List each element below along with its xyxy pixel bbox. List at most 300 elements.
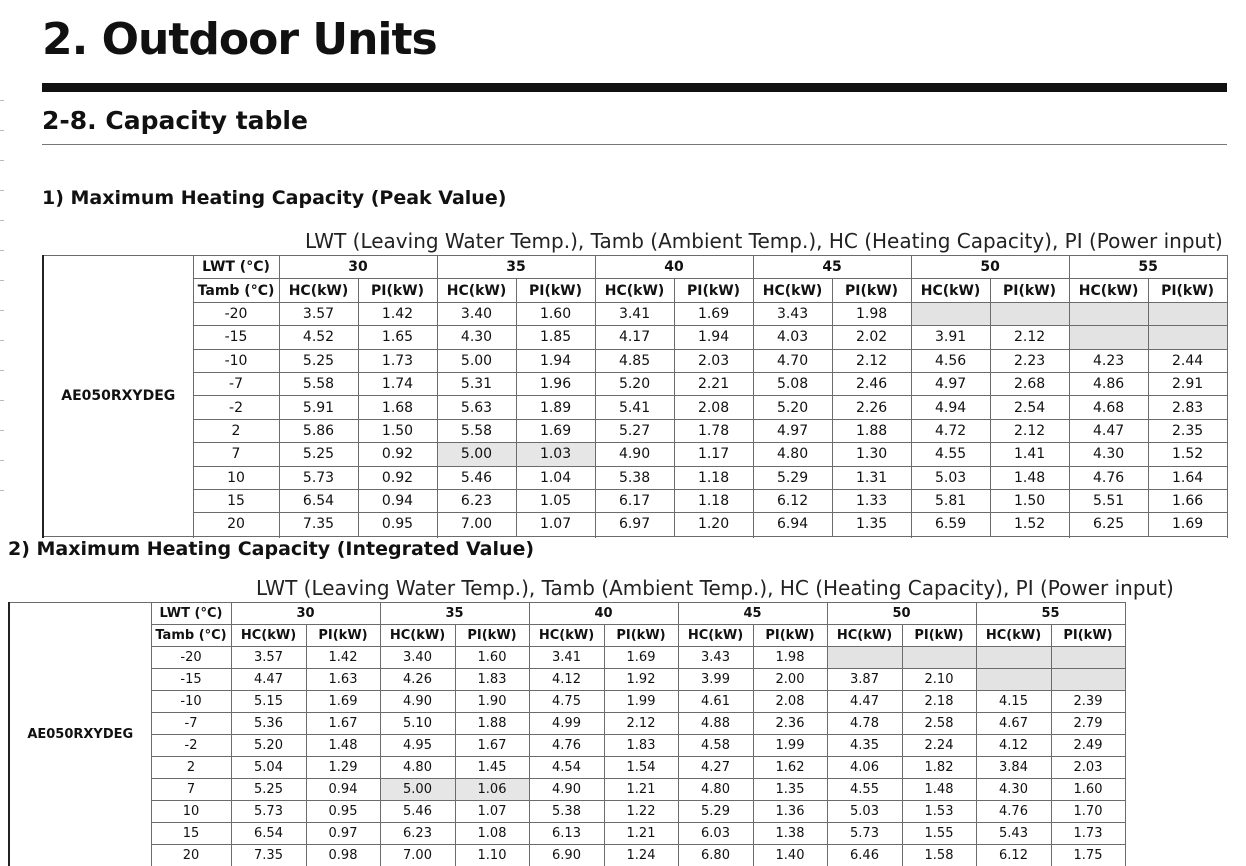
pi-value [990,302,1069,325]
tamb-value: 2 [193,419,279,442]
hc-value: 5.15 [231,691,306,713]
hc-header: HC(kW) [529,625,604,647]
hc-value: 5.51 [1069,489,1148,512]
hc-value: 4.61 [678,691,753,713]
pi-value: 1.94 [516,349,595,372]
table-row [43,326,1227,349]
pi-value: 1.92 [604,669,678,691]
pi-value: 1.52 [990,513,1069,536]
hc-value: 4.95 [380,735,455,757]
tamb-value: 7 [193,443,279,466]
pi-value: 1.83 [455,669,529,691]
pi-value: 2.44 [1148,349,1227,372]
next-lwt-value [595,536,753,538]
hc-value: 5.20 [753,396,832,419]
hc-value: 4.88 [678,713,753,735]
hc-value: 4.78 [827,713,902,735]
hc-value: 5.58 [437,419,516,442]
hc-value: 5.00 [437,443,516,466]
pi-value: 1.85 [516,326,595,349]
hc-value [1069,302,1148,325]
title-rule [42,83,1227,92]
pi-value: 2.03 [1051,757,1125,779]
lwt-value: 50 [827,603,976,625]
hc-value: 5.20 [595,372,674,395]
tamb-value: -10 [193,349,279,372]
pi-value: 0.94 [358,489,437,512]
column-header-row [43,279,1227,302]
hc-value: 3.91 [911,326,990,349]
hc-value: 4.67 [976,713,1051,735]
hc-value: 6.94 [753,513,832,536]
hc-value: 3.40 [437,302,516,325]
pi-value: 1.30 [832,443,911,466]
next-lwt-value [911,536,1069,538]
pi-value: 2.91 [1148,372,1227,395]
pi-value: 1.69 [516,419,595,442]
hc-value: 5.63 [437,396,516,419]
hc-value: 4.80 [380,757,455,779]
hc-header: HC(kW) [911,279,990,302]
pi-value: 2.12 [604,713,678,735]
section-subtitle: 2-8. Capacity table [42,106,308,135]
pi-value: 1.60 [455,647,529,669]
pi-value: 2.39 [1051,691,1125,713]
hc-value: 4.76 [1069,466,1148,489]
hc-value: 4.35 [827,735,902,757]
tamb-value: -15 [193,326,279,349]
hc-value: 5.29 [753,466,832,489]
hc-value: 4.76 [529,735,604,757]
hc-value: 5.73 [279,466,358,489]
tamb-value: -7 [193,372,279,395]
pi-value: 1.88 [832,419,911,442]
pi-value: 1.99 [604,691,678,713]
pi-value: 2.23 [990,349,1069,372]
pi-value: 1.22 [604,801,678,823]
hc-header: HC(kW) [678,625,753,647]
hc-value: 6.54 [231,823,306,845]
table-row [43,489,1227,512]
pi-value: 0.97 [306,823,380,845]
table-row [9,801,1125,823]
hc-value [976,647,1051,669]
pi-value: 2.79 [1051,713,1125,735]
lwt-value: 45 [753,256,911,279]
hc-value: 6.23 [380,823,455,845]
pi-value: 1.18 [674,489,753,512]
pi-value: 1.45 [455,757,529,779]
integrated-value-heading: 2) Maximum Heating Capacity (Integrated Value) [8,538,535,560]
hc-value: 4.85 [595,349,674,372]
pi-value: 2.26 [832,396,911,419]
pi-header: PI(kW) [832,279,911,302]
pi-value: 2.12 [832,349,911,372]
pi-value: 0.94 [306,779,380,801]
hc-value: 5.46 [380,801,455,823]
hc-value: 4.30 [437,326,516,349]
hc-value [1069,326,1148,349]
hc-value: 4.26 [380,669,455,691]
pi-value: 1.69 [604,647,678,669]
hc-value: 4.90 [595,443,674,466]
pi-value: 2.00 [753,669,827,691]
pi-value: 1.78 [674,419,753,442]
pi-value: 1.66 [1148,489,1227,512]
pi-value: 2.18 [902,691,976,713]
pi-value: 1.04 [516,466,595,489]
hc-header: HC(kW) [753,279,832,302]
hc-header: HC(kW) [976,625,1051,647]
hc-value: 3.57 [231,647,306,669]
lwt-value: 40 [595,256,753,279]
page-title: 2. Outdoor Units [42,14,437,65]
table-row [43,419,1227,442]
hc-value: 4.94 [911,396,990,419]
hc-value: 6.12 [976,845,1051,866]
hc-value: 4.17 [595,326,674,349]
pi-value: 1.21 [604,779,678,801]
hc-value: 5.73 [827,823,902,845]
pi-value: 2.03 [674,349,753,372]
lwt-value: 55 [1069,256,1227,279]
pi-value: 1.99 [753,735,827,757]
hc-value: 5.38 [529,801,604,823]
tamb-value: -2 [193,396,279,419]
pi-value: 1.73 [358,349,437,372]
pi-value: 1.82 [902,757,976,779]
tamb-value: 2 [151,757,231,779]
hc-header: HC(kW) [827,625,902,647]
hc-value: 4.54 [529,757,604,779]
tamb-value: 10 [193,466,279,489]
table-row [43,513,1227,536]
hc-value: 4.12 [529,669,604,691]
peak-value-table-wrapper [42,255,1232,538]
tamb-value: -20 [193,302,279,325]
pi-value: 2.08 [753,691,827,713]
pi-value: 2.58 [902,713,976,735]
integrated-capacity-table [8,602,1126,866]
pi-value: 2.68 [990,372,1069,395]
hc-value: 5.58 [279,372,358,395]
next-lwt-value [753,536,911,538]
pi-value: 1.74 [358,372,437,395]
pi-value: 0.92 [358,443,437,466]
pi-value: 1.40 [753,845,827,866]
peak-value-legend: LWT (Leaving Water Temp.), Tamb (Ambient Temp.), HC (Heating Capacity), PI (Power input) [305,229,1223,253]
hc-value: 4.70 [753,349,832,372]
pi-value: 1.29 [306,757,380,779]
hc-value: 4.90 [529,779,604,801]
pi-value: 1.31 [832,466,911,489]
table-row [43,443,1227,466]
pi-value: 1.38 [753,823,827,845]
pi-value: 1.89 [516,396,595,419]
pi-value: 1.05 [516,489,595,512]
pi-header: PI(kW) [516,279,595,302]
pi-value: 1.98 [753,647,827,669]
pi-header: PI(kW) [990,279,1069,302]
hc-value: 6.90 [529,845,604,866]
subtitle-rule [42,144,1227,145]
pi-value: 1.54 [604,757,678,779]
pi-value: 1.64 [1148,466,1227,489]
tamb-value: 20 [151,845,231,866]
tamb-label: Tamb (°C) [193,279,279,302]
tamb-value: 15 [193,489,279,512]
hc-value: 4.72 [911,419,990,442]
hc-header: HC(kW) [380,625,455,647]
hc-value: 5.25 [279,349,358,372]
pi-value: 1.67 [306,713,380,735]
pi-value: 1.69 [1148,513,1227,536]
pi-value: 1.88 [455,713,529,735]
tamb-value: -15 [151,669,231,691]
hc-value: 4.27 [678,757,753,779]
tamb-value: -10 [151,691,231,713]
pi-value: 2.36 [753,713,827,735]
lwt-value: 50 [911,256,1069,279]
pi-header: PI(kW) [455,625,529,647]
tamb-value: -20 [151,647,231,669]
hc-value: 4.86 [1069,372,1148,395]
pi-value: 1.42 [306,647,380,669]
hc-value: 6.25 [1069,513,1148,536]
hc-value: 3.43 [678,647,753,669]
hc-value: 4.23 [1069,349,1148,372]
pi-value: 1.60 [1051,779,1125,801]
tamb-label: Tamb (°C) [151,625,231,647]
hc-value: 4.56 [911,349,990,372]
pi-value: 1.98 [832,302,911,325]
hc-value: 7.35 [231,845,306,866]
pi-value: 1.17 [674,443,753,466]
table-row [43,349,1227,372]
pi-value: 1.68 [358,396,437,419]
hc-value: 4.90 [380,691,455,713]
pi-value: 1.60 [516,302,595,325]
pi-value: 1.94 [674,326,753,349]
hc-value: 4.52 [279,326,358,349]
hc-value: 4.80 [678,779,753,801]
pi-value: 1.42 [358,302,437,325]
pi-value: 1.41 [990,443,1069,466]
hc-value: 6.23 [437,489,516,512]
hc-value: 6.03 [678,823,753,845]
hc-value: 5.04 [231,757,306,779]
hc-value: 6.97 [595,513,674,536]
hc-value: 5.08 [753,372,832,395]
hc-value: 4.55 [827,779,902,801]
pi-value: 2.83 [1148,396,1227,419]
lwt-value: 45 [678,603,827,625]
hc-value: 5.86 [279,419,358,442]
hc-value: 3.41 [529,647,604,669]
pi-header: PI(kW) [902,625,976,647]
pi-value: 2.49 [1051,735,1125,757]
tamb-value: 15 [151,823,231,845]
hc-value: 5.38 [595,466,674,489]
pi-value: 1.48 [306,735,380,757]
hc-value: 6.59 [911,513,990,536]
hc-value: 5.91 [279,396,358,419]
hc-value: 3.57 [279,302,358,325]
hc-value: 4.06 [827,757,902,779]
hc-value: 4.68 [1069,396,1148,419]
pi-value: 1.69 [674,302,753,325]
next-lwt-value [1069,536,1227,538]
pi-value: 1.48 [990,466,1069,489]
pi-header: PI(kW) [306,625,380,647]
pi-value: 1.33 [832,489,911,512]
table-row [43,302,1227,325]
hc-value: 5.27 [595,419,674,442]
pi-value: 1.07 [455,801,529,823]
tamb-value: 20 [193,513,279,536]
hc-value: 6.46 [827,845,902,866]
pi-value: 0.98 [306,845,380,866]
pi-value: 1.18 [674,466,753,489]
hc-value: 5.31 [437,372,516,395]
hc-value: 3.87 [827,669,902,691]
integrated-value-table-wrapper [8,602,1132,866]
hc-value: 5.41 [595,396,674,419]
hc-value: 5.81 [911,489,990,512]
hc-value: 5.20 [231,735,306,757]
tamb-value: -7 [151,713,231,735]
pi-value: 0.95 [358,513,437,536]
hc-value: 6.12 [753,489,832,512]
hc-value: 5.36 [231,713,306,735]
hc-value [911,302,990,325]
hc-header: HC(kW) [279,279,358,302]
hc-value: 4.99 [529,713,604,735]
pi-value: 1.50 [990,489,1069,512]
pi-value [1051,647,1125,669]
pi-value: 2.10 [902,669,976,691]
pi-value: 2.12 [990,419,1069,442]
pi-value [1148,326,1227,349]
table-row [9,691,1125,713]
lwt-value: 30 [231,603,380,625]
column-header-row [9,625,1125,647]
hc-value: 5.03 [911,466,990,489]
hc-value: 4.97 [911,372,990,395]
tamb-value: -2 [151,735,231,757]
pi-value: 1.08 [455,823,529,845]
hc-value: 3.40 [380,647,455,669]
hc-value: 3.43 [753,302,832,325]
pi-value: 1.62 [753,757,827,779]
hc-value: 7.00 [437,513,516,536]
hc-value: 5.00 [437,349,516,372]
hc-value: 4.15 [976,691,1051,713]
pi-value: 1.63 [306,669,380,691]
lwt-value: 30 [279,256,437,279]
table-row [43,372,1227,395]
hc-value: 4.47 [231,669,306,691]
pi-value: 2.02 [832,326,911,349]
pi-value: 1.21 [604,823,678,845]
hc-value: 5.43 [976,823,1051,845]
hc-value: 7.00 [380,845,455,866]
pi-value: 1.69 [306,691,380,713]
pi-value: 1.70 [1051,801,1125,823]
hc-value: 6.17 [595,489,674,512]
hc-header: HC(kW) [595,279,674,302]
pi-value: 1.35 [832,513,911,536]
hc-value: 4.80 [753,443,832,466]
hc-value: 4.47 [827,691,902,713]
pi-value: 2.21 [674,372,753,395]
table-row [9,647,1125,669]
pi-value: 1.67 [455,735,529,757]
hc-header: HC(kW) [231,625,306,647]
pi-header: PI(kW) [358,279,437,302]
tamb-value: 7 [151,779,231,801]
pi-value: 1.20 [674,513,753,536]
pi-header: PI(kW) [1051,625,1125,647]
lwt-value: 40 [529,603,678,625]
table-row [9,669,1125,691]
pi-header: PI(kW) [604,625,678,647]
hc-value [976,669,1051,691]
pi-value: 2.35 [1148,419,1227,442]
pi-value: 1.83 [604,735,678,757]
hc-value: 5.46 [437,466,516,489]
hc-value: 3.41 [595,302,674,325]
pi-value: 1.03 [516,443,595,466]
hc-value: 4.12 [976,735,1051,757]
pi-value: 1.73 [1051,823,1125,845]
hc-value: 7.35 [279,513,358,536]
hc-value: 4.97 [753,419,832,442]
pi-value: 1.36 [753,801,827,823]
left-margin-ticks [0,100,4,520]
hc-header: HC(kW) [1069,279,1148,302]
table-row [9,845,1125,866]
pi-value: 1.07 [516,513,595,536]
pi-value: 1.48 [902,779,976,801]
pi-value: 1.52 [1148,443,1227,466]
pi-value [902,647,976,669]
integrated-value-legend: LWT (Leaving Water Temp.), Tamb (Ambient Temp.), HC (Heating Capacity), PI (Power input) [256,576,1174,600]
pi-value: 1.10 [455,845,529,866]
hc-value: 4.75 [529,691,604,713]
pi-header: PI(kW) [674,279,753,302]
peak-value-heading: 1) Maximum Heating Capacity (Peak Value) [42,187,507,209]
lwt-value: 35 [380,603,529,625]
hc-value: 5.10 [380,713,455,735]
lwt-label: LWT (°C) [193,256,279,279]
hc-value: 4.76 [976,801,1051,823]
lwt-header-row [9,603,1125,625]
tamb-value: 10 [151,801,231,823]
table-row [9,713,1125,735]
hc-value: 6.13 [529,823,604,845]
model-name-cell: AE050RXYDEG [9,603,151,866]
hc-value: 6.54 [279,489,358,512]
pi-value: 1.50 [358,419,437,442]
pi-value: 2.08 [674,396,753,419]
table-row [9,757,1125,779]
hc-value: 5.03 [827,801,902,823]
pi-value: 1.75 [1051,845,1125,866]
pi-value: 0.92 [358,466,437,489]
hc-value: 4.55 [911,443,990,466]
hc-value: 5.29 [678,801,753,823]
